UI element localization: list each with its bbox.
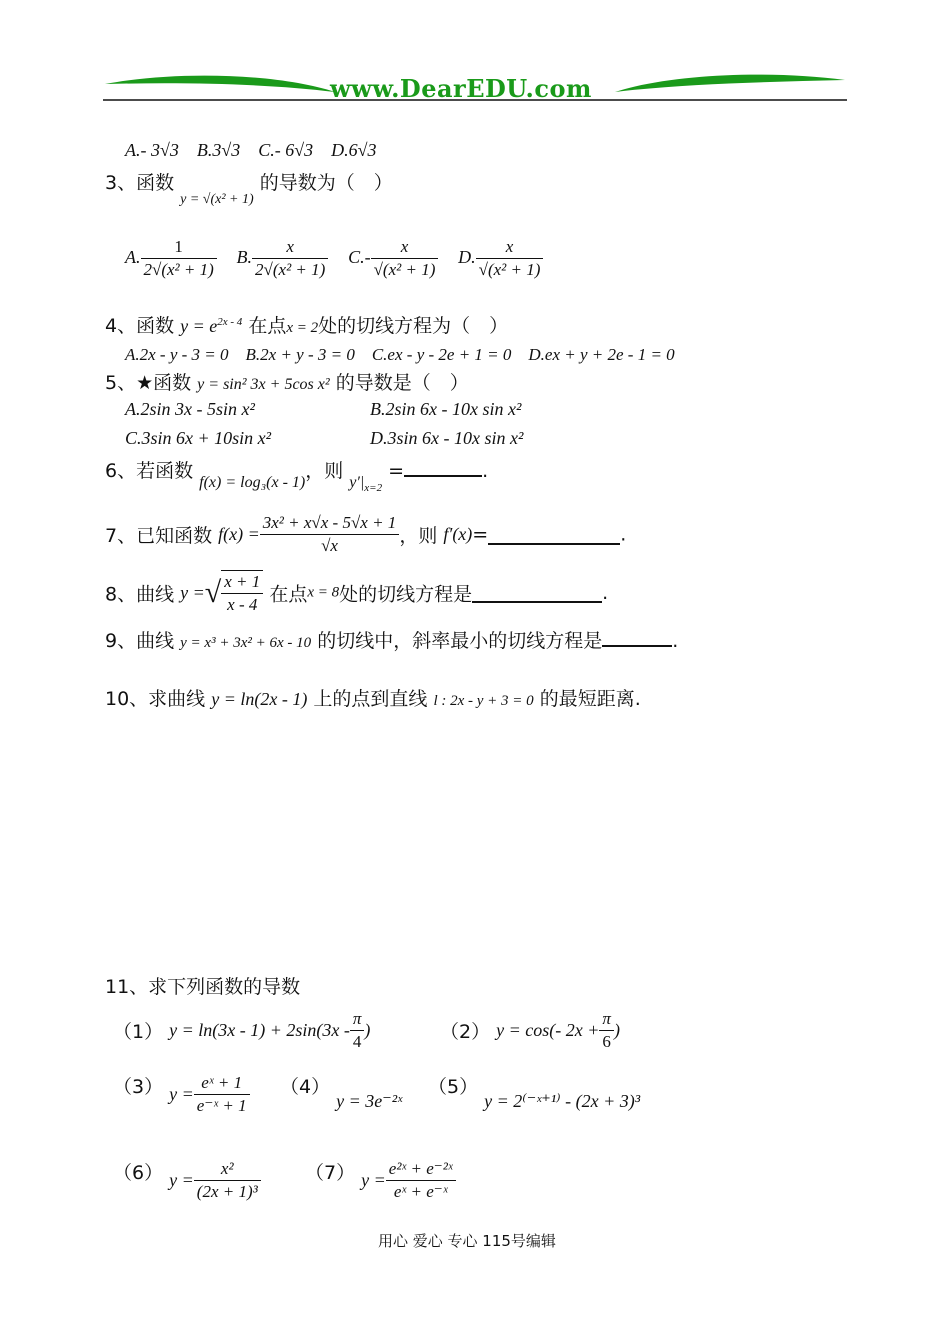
q6-answer-blank[interactable] — [404, 457, 482, 477]
q3-d-den: √(x² + 1) — [476, 258, 544, 281]
q8-label: 8、曲线 — [105, 583, 175, 606]
q11-p3-label: （3） — [113, 1076, 164, 1098]
q5-suffix: 的导数是（ ） — [335, 372, 469, 394]
q8-answer-blank[interactable] — [472, 583, 602, 603]
question-4 — [105, 311, 508, 338]
q6-formula: f(x) = log₃(x - 1) — [199, 474, 306, 491]
q9-answer-blank[interactable] — [602, 627, 672, 647]
q8-end: . — [602, 582, 609, 604]
q3-a-den: 2√(x² + 1) — [141, 258, 217, 281]
q9-label: 9、曲线 — [105, 630, 175, 652]
q8-den: x - 4 — [221, 593, 263, 616]
q4-formula-exponent: 2x - 4 — [217, 316, 243, 328]
q11-title: 11、求下列函数的导数 — [105, 976, 301, 998]
q11-p6-lhs: y = — [169, 1170, 194, 1190]
q10-formula: y = ln(2x - 1) — [211, 689, 308, 709]
q7-lhs: f(x) = — [218, 524, 260, 544]
q11-p1-fraction: $\frac{\pi}{4}$ — [350, 1008, 365, 1053]
sqrt-icon: √ — [204, 576, 222, 609]
q11-p1-expr: y = ln(3x - 1) + 2sin(3x - — [169, 1020, 350, 1040]
q11-part-5 — [428, 1072, 641, 1111]
page-footer: 用心 爱心 专心 115号编辑 — [378, 1232, 556, 1250]
q11-p2-fraction: $\frac{\pi}{6}$ — [599, 1008, 614, 1053]
q4-point: x = 2 — [286, 320, 319, 336]
q11-p7-lhs: y = — [361, 1170, 386, 1190]
question-7 — [105, 512, 626, 557]
q8-fraction — [221, 570, 263, 616]
q11-p5-label: （5） — [428, 1076, 479, 1098]
q9-suffix: 的切线中，斜率最小的切线方程是 — [317, 630, 603, 652]
q3-b-num: x — [286, 237, 294, 256]
q11-p6-fraction: $\frac{\text{x²}}{\text{(2x + 1)³}}$ — [194, 1158, 261, 1203]
q3-formula: y = √(x² + 1) — [180, 192, 254, 207]
q6-label: 6、若函数 — [105, 460, 194, 482]
question-10 — [105, 684, 641, 711]
q2-option-c: C.- 6√3 — [258, 140, 314, 160]
q7-mid: ，则 — [399, 525, 438, 547]
q3-suffix: 的导数为（ ） — [259, 172, 393, 194]
q3-d-num: x — [505, 237, 514, 256]
q2-options — [125, 140, 377, 161]
q8-num: x + 1 — [224, 572, 261, 591]
site-logo: www.DearEDU.com — [330, 74, 592, 103]
q11-p3-fraction: $\frac{\text{eˣ + 1}}{\text{e⁻ˣ + 1}}$ — [194, 1072, 250, 1117]
q3-c-den: √(x² + 1) — [371, 258, 439, 281]
q11-part-2: （2） y = cos(- 2x + $\frac{\pi}{6}$ ) — [440, 1009, 620, 1051]
q6-eq: = — [388, 460, 405, 482]
question-9 — [105, 626, 678, 653]
q5-option-b: B.2sin 6x - 10x sin x² — [370, 399, 522, 419]
q7-num: 3x² + x√x - 5√x + 1 — [262, 513, 397, 532]
q9-formula: y = x³ + 3x² + 6x - 10 — [180, 635, 312, 651]
q3-option-b: B. $\frac{x}{\text{2√(x² + 1)}}$ — [237, 247, 333, 267]
q8-mid: 在点 — [269, 583, 308, 606]
question-6 — [105, 456, 489, 495]
question-3 — [105, 168, 393, 207]
q8-point: x = 8 — [307, 584, 340, 601]
q6-expr: y′|x=2 — [349, 474, 383, 495]
q6-mid: ，则 — [305, 460, 344, 482]
q7-end: . — [620, 523, 627, 546]
q5-option-c: C.3sin 6x + 10sin x² — [125, 428, 272, 448]
q4-label: 4、函数 — [105, 315, 175, 337]
q2-option-d: D.6√3 — [331, 140, 377, 160]
q4-formula: $y = e^{2x - 4}$ — [180, 316, 243, 336]
q11-p7-label: （7） — [305, 1162, 356, 1184]
q11-part-4 — [280, 1072, 403, 1111]
q4-options: A.2x - y - 3 = 0 B.2x + y - 3 = 0 C.ex - y - 2e + 1 = 0 D.ex + y + 2e - 1 = 0 — [125, 345, 675, 364]
q10-suffix: 的最短距离. — [539, 688, 641, 710]
q3-c-num: x — [400, 237, 409, 256]
q2-option-a: A.- 3√3 — [125, 140, 179, 160]
q3-option-d: D. $\frac{x}{\text{√(x² + 1)}}$ — [458, 247, 543, 267]
q11-part-3 — [113, 1072, 250, 1117]
q4-suffix: 处的切线方程为（ ） — [318, 315, 509, 337]
q10-label: 10、求曲线 — [105, 688, 206, 710]
q11-p6-label: （6） — [113, 1162, 164, 1184]
q7-den: √x — [260, 534, 400, 557]
q5-option-a: A.2sin 3x - 5sin x² — [125, 399, 255, 419]
q11-part-7 — [305, 1158, 456, 1203]
q11-p1-label: （1） — [113, 1021, 164, 1043]
q5-option-d: D.3sin 6x - 10x sin x² — [370, 428, 524, 448]
q10-line: l : 2x - y + 3 = 0 — [433, 693, 534, 709]
q2-option-b: B.3√3 — [196, 140, 241, 160]
q11-p7-fraction: $\frac{\text{e²ˣ + e⁻²ˣ}}{\text{eˣ + e⁻ˣ}}$ — [386, 1158, 456, 1203]
q3-label: 3、函数 — [105, 172, 175, 194]
q7-label: 7、已知函数 — [105, 525, 213, 547]
q4-mid: 在点 — [248, 315, 287, 337]
q10-mid: 上的点到直线 — [313, 688, 428, 710]
q11-p4-label: （4） — [280, 1076, 331, 1098]
q11-p3-lhs: y = — [169, 1084, 194, 1104]
q11-p5-expr: y = 2⁽⁻ˣ⁺¹⁾ - (2x + 3)³ — [484, 1091, 641, 1111]
q7-eq: = — [472, 523, 489, 546]
question-8 — [105, 570, 608, 616]
q5-formula: y = sin² 3x + 5cos x² — [197, 376, 330, 393]
q7-fraction — [260, 512, 400, 557]
header-banner — [100, 70, 850, 110]
q3-option-a: A. $\frac{1}{\text{2√(x² + 1)}}$ — [125, 247, 221, 267]
q7-expr: f′(x) — [443, 524, 473, 544]
q3-b-den: 2√(x² + 1) — [252, 258, 328, 281]
q6-end: . — [482, 460, 489, 482]
q11-p4-expr: y = 3e⁻²ˣ — [336, 1091, 403, 1111]
q3-a-num: 1 — [174, 237, 183, 256]
q11-part-6 — [113, 1158, 261, 1203]
q6-expr-sub: x=2 — [364, 482, 383, 495]
q7-answer-blank[interactable] — [488, 525, 620, 545]
question-5 — [105, 368, 469, 395]
q9-end: . — [672, 630, 679, 652]
q11-part-1: （1） y = ln(3x - 1) + 2sin(3x - $\frac{\pi}{4}$ ) — [113, 1009, 371, 1051]
q3-options — [125, 236, 543, 281]
q11-p2-expr: y = cos(- 2x + — [496, 1020, 600, 1040]
q5-label: 5、★函数 — [105, 372, 192, 394]
q8-suffix: 处的切线方程是 — [339, 583, 473, 606]
q8-lhs: y = — [180, 582, 205, 603]
q3-option-c: C.- $\frac{x}{\text{√(x² + 1)}}$ — [348, 247, 443, 267]
q11-p2-label: （2） — [440, 1021, 491, 1043]
